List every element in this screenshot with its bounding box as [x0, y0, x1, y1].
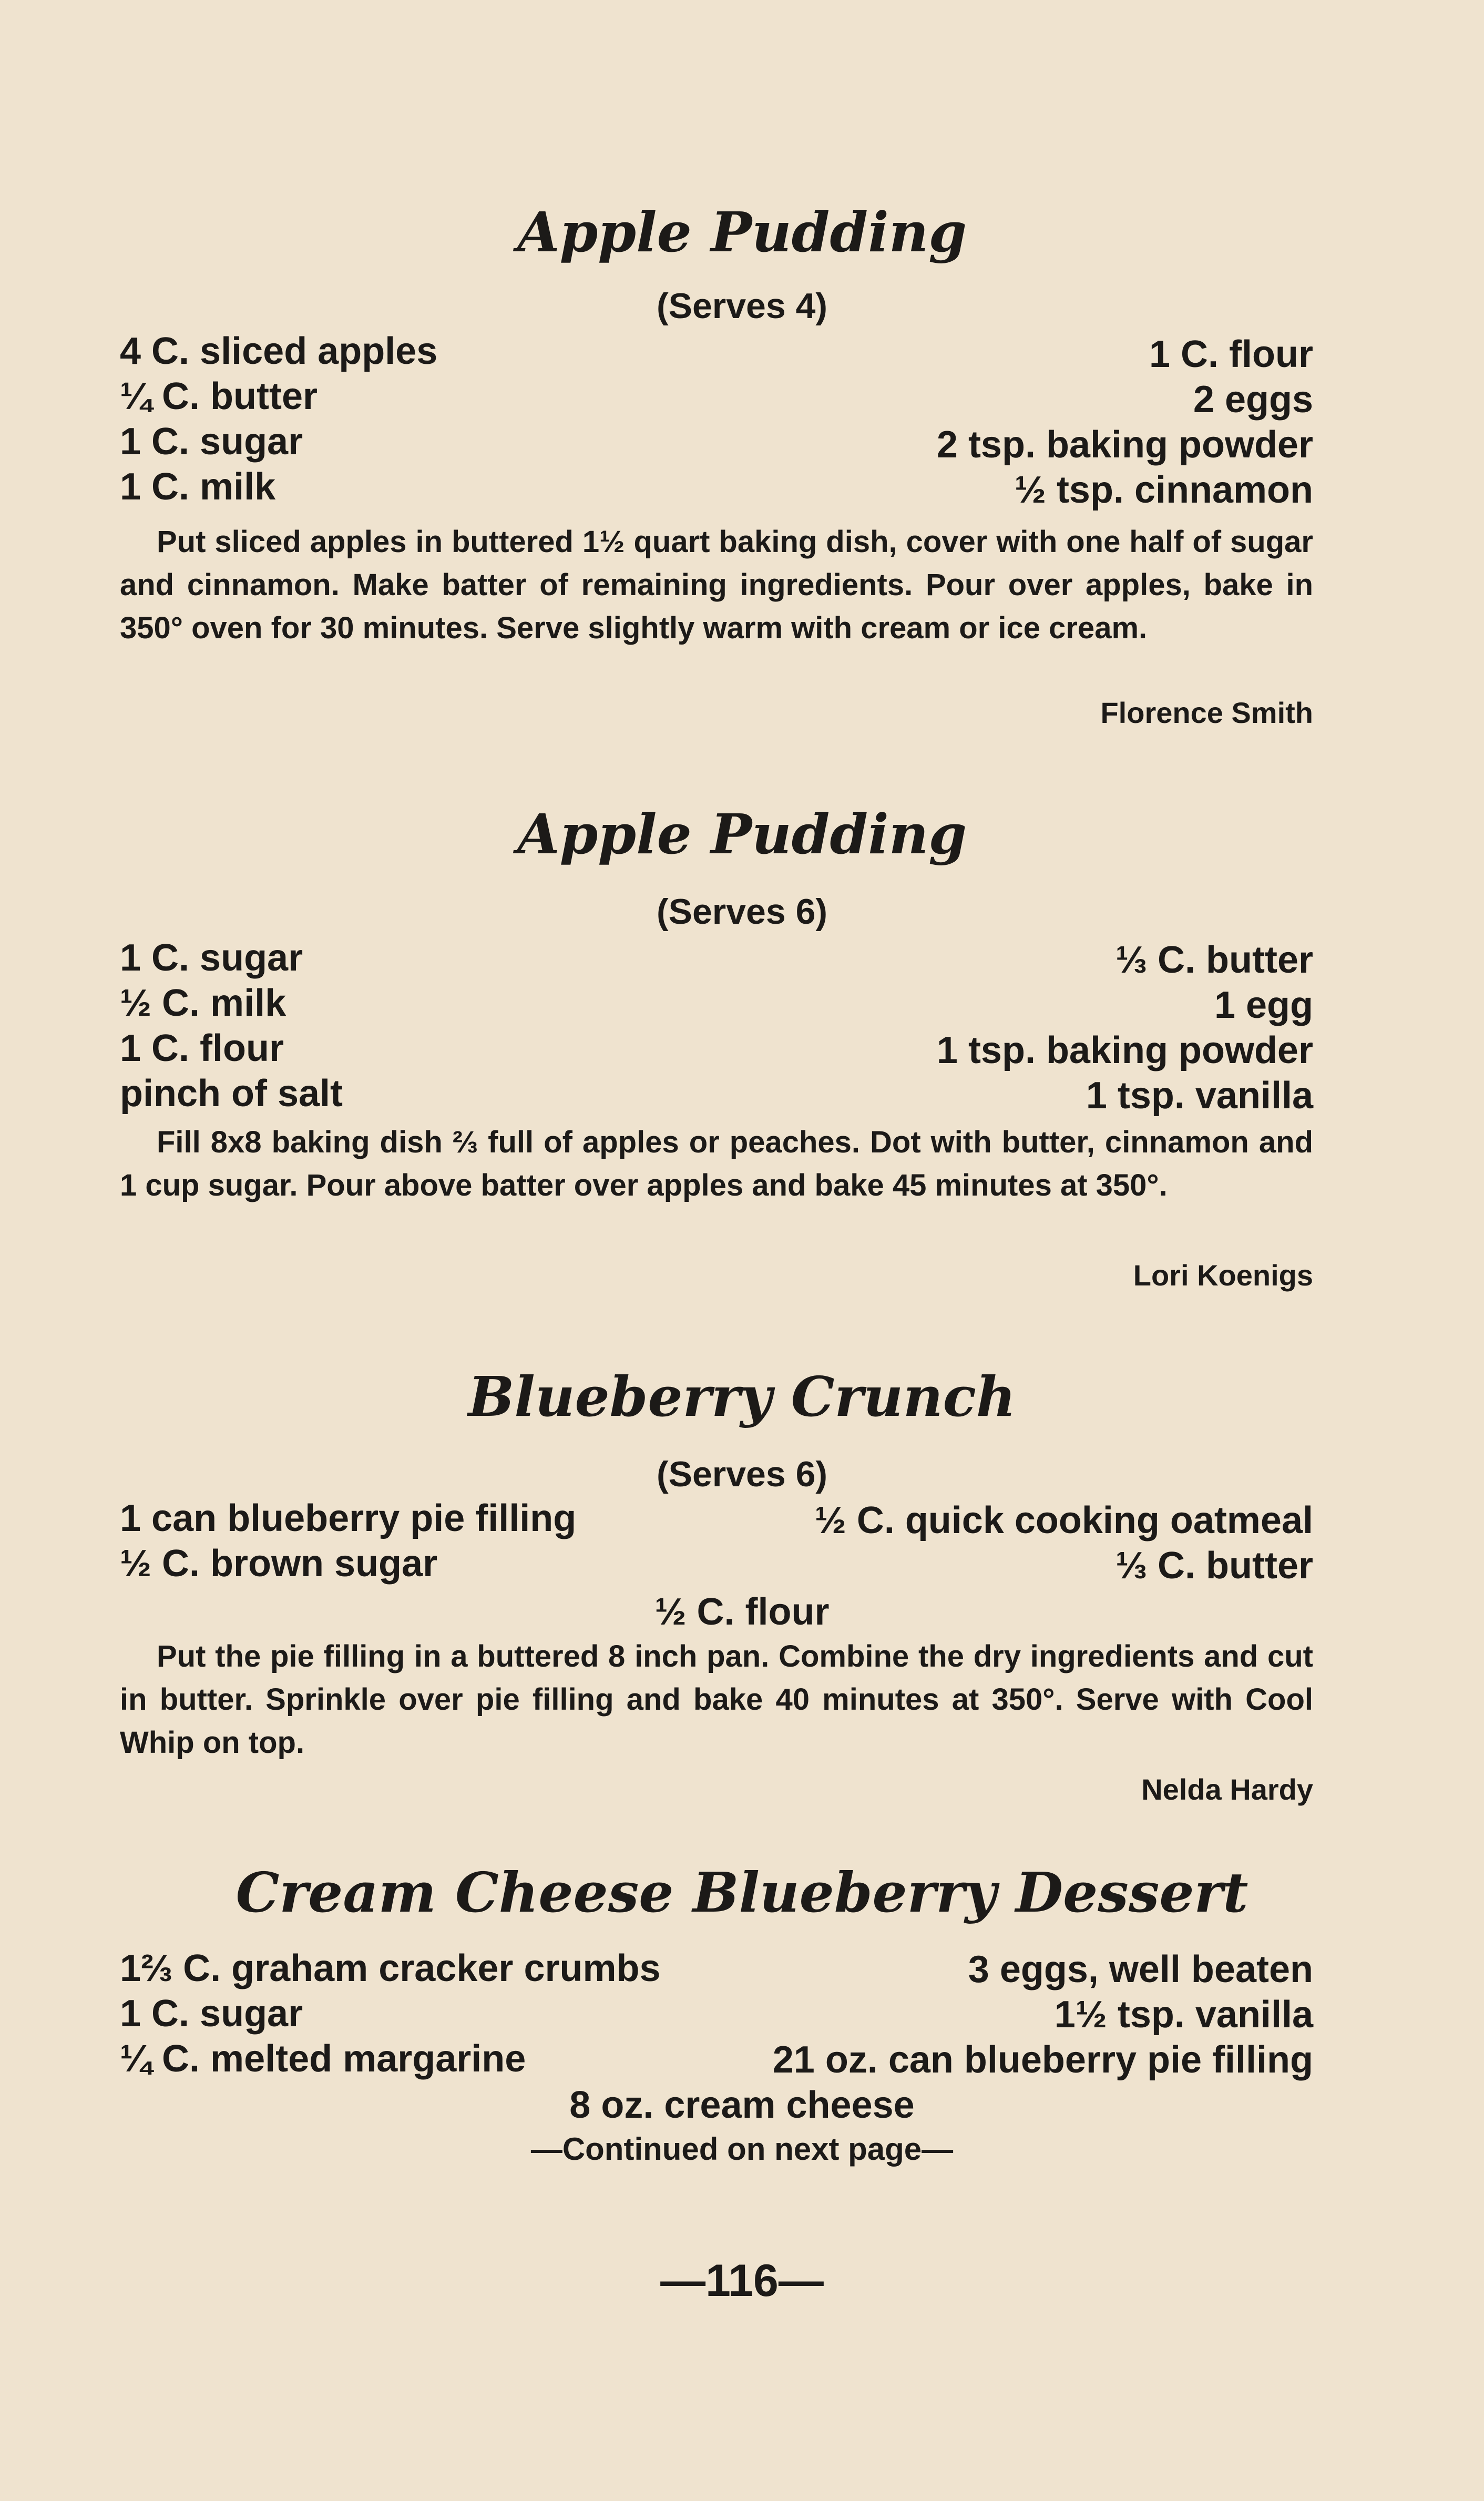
ingredient: ¼ C. butter	[120, 375, 318, 417]
recipe-title: Cream Cheese Blueberry Dessert	[236, 1860, 1248, 1925]
ingredient: ½ tsp. cinnamon	[1014, 469, 1313, 511]
ingredient: 1 C. sugar	[120, 421, 303, 463]
ingredient: ¼ C. melted margarine	[120, 2038, 526, 2080]
recipe-author: Florence Smith	[1100, 696, 1313, 729]
ingredient: 1 can blueberry pie filling	[120, 1497, 577, 1539]
ingredient: ½ C. brown sugar	[120, 1543, 438, 1585]
page-number: —116—	[660, 2255, 824, 2306]
recipe-author: Nelda Hardy	[1141, 1773, 1313, 1806]
ingredient: 21 oz. can blueberry pie filling	[772, 2039, 1313, 2081]
ingredient: 4 C. sliced apples	[120, 330, 438, 372]
ingredient: 8 oz. cream cheese	[569, 2084, 915, 2126]
recipe-directions: Fill 8x8 baking dish ⅔ full of apples or peaches. Dot with butter, cinnamon and 1 cup sugar. Pour above batter over apples and bake 45 minutes at 350°.	[120, 1125, 1313, 1202]
recipe-title: Apple Pudding	[517, 200, 967, 264]
ingredient: 1 C. sugar	[120, 1993, 303, 2035]
ingredient: ⅓ C. butter	[1115, 1545, 1313, 1587]
continued-notice: —Continued on next page—	[530, 2131, 954, 2167]
ingredient: 1 tsp. vanilla	[1086, 1075, 1313, 1117]
ingredient: 1½ tsp. vanilla	[1054, 1994, 1313, 2036]
ingredient: pinch of salt	[120, 1073, 343, 1115]
ingredient: 1 C. sugar	[120, 937, 303, 979]
ingredient: ½ C. milk	[120, 982, 286, 1024]
ingredient: ⅓ C. butter	[1115, 939, 1313, 981]
ingredient: 1 tsp. baking powder	[936, 1029, 1313, 1071]
ingredient: 2 tsp. baking powder	[936, 424, 1313, 466]
recipe-title: Blueberry Crunch	[468, 1364, 1016, 1429]
ingredient: ½ C. flour	[654, 1591, 830, 1633]
ingredient: 1 C. flour	[1149, 333, 1313, 375]
ingredient: 1⅔ C. graham cracker crumbs	[120, 1947, 661, 1989]
ingredient: 1 C. milk	[120, 466, 276, 508]
ingredient: 1 egg	[1214, 984, 1313, 1026]
recipe-serves: (Serves 4)	[656, 286, 828, 326]
recipe-author: Lori Koenigs	[1133, 1259, 1313, 1292]
ingredient: 3 eggs, well beaten	[968, 1948, 1313, 1990]
ingredient: ½ C. quick cooking oatmeal	[814, 1499, 1313, 1542]
recipe-directions: Put the pie filling in a buttered 8 inch pan. Combine the dry ingredients and cut in butter. Sprinkle over pie filling and bake 40 minutes at 350°. Serve with Cool Whip on top.	[120, 1639, 1313, 1760]
recipe-serves: (Serves 6)	[656, 892, 828, 932]
ingredient: 1 C. flour	[120, 1027, 284, 1069]
recipe-title: Apple Pudding	[517, 802, 967, 866]
recipe-serves: (Serves 6)	[656, 1454, 828, 1494]
recipe-directions: Put sliced apples in buttered 1½ quart baking dish, cover with one half of sugar and cinnamon. Make batter of remaining ingredients. Pour over apples, bake in 350° oven for 30 minutes. Serve slightly warm with cream or ice cream.	[120, 525, 1313, 645]
ingredient: 2 eggs	[1193, 379, 1313, 421]
